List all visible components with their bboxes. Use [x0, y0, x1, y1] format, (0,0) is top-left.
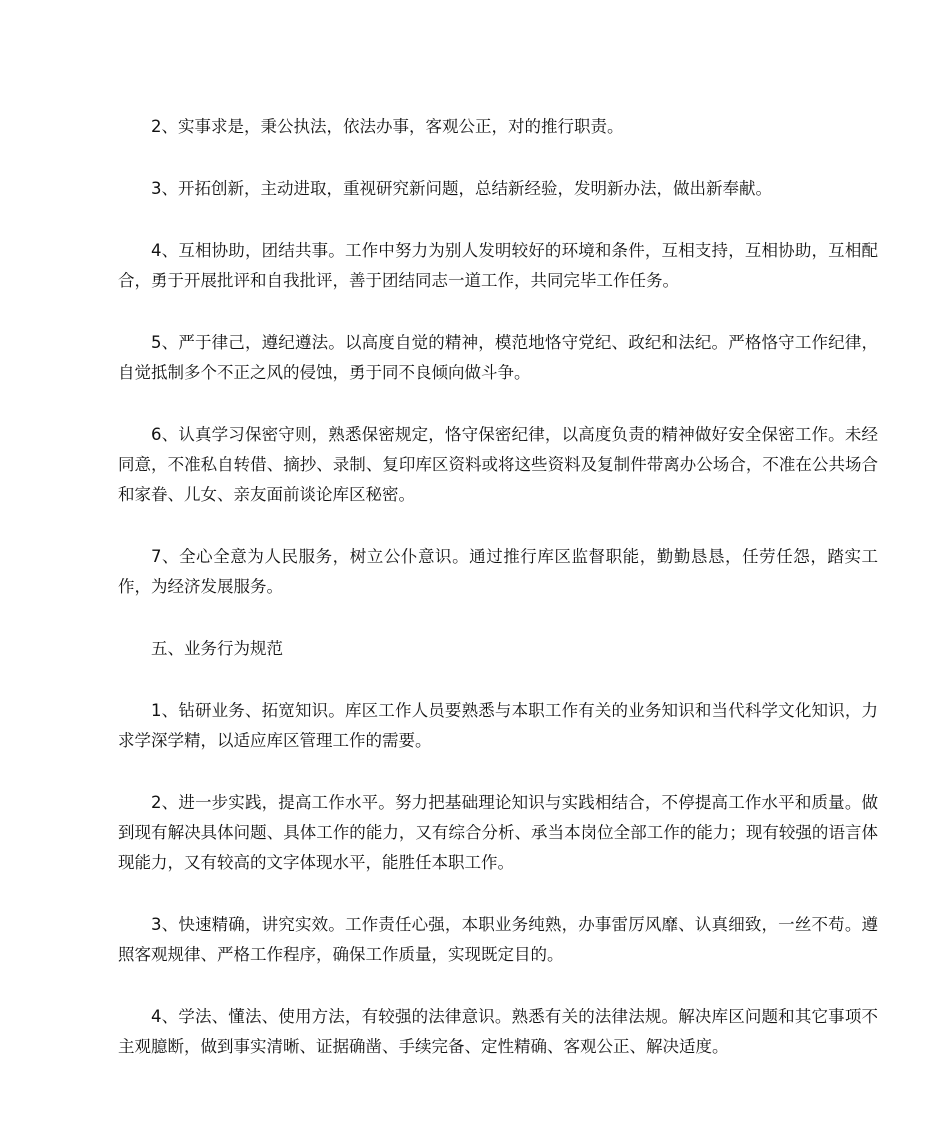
section-heading: 五、业务行为规范	[151, 639, 283, 658]
business-item-1: 1、钻研业务、拓宽知识。库区工作人员要熟悉与本职工作有关的业务知识和当代科学文化知识，力求学深学精，以适应库区管理工作的需要。	[118, 701, 878, 750]
paragraph-item-6: 6、认真学习保密守则，熟悉保密规定，恪守保密纪律，以高度负责的精神做好安全保密工作。未经同意，不准私自转借、摘抄、录制、复印库区资料或将这些资料及复制件带离办公场合，不准在公共场合和家眷、儿女、亲友面前谈论库区秘密。	[118, 425, 878, 504]
business-item-3: 3、快速精确，讲究实效。工作责任心强，本职业务纯熟，办事雷厉风靡、认真细致，一丝不苟。遵照客观规律、严格工作程序，确保工作质量，实现既定目的。	[118, 915, 878, 964]
paragraph-item-7: 7、全心全意为人民服务，树立公仆意识。通过推行库区监督职能，勤勤恳恳，任劳任怨，踏实工作，为经济发展服务。	[118, 547, 878, 596]
paragraph-item-3: 3、开拓创新，主动进取，重视研究新问题，总结新经验，发明新办法，做出新奉献。	[151, 179, 772, 198]
business-item-4: 4、学法、懂法、使用方法，有较强的法律意识。熟悉有关的法律法规。解决库区问题和其它事项不主观臆断，做到事实清晰、证据确凿、手续完备、定性精确、客观公正、解决适度。	[118, 1007, 878, 1056]
business-item-2: 2、进一步实践，提高工作水平。努力把基础理论知识与实践相结合，不停提高工作水平和质量。做到现有解决具体问题、具体工作的能力，又有综合分析、承当本岗位全部工作的能力；现有较强的语言体现能力，又有较高的文字体现水平，能胜任本职工作。	[118, 793, 878, 872]
paragraph-item-2: 2、实事求是，秉公执法，依法办事，客观公正，对的推行职责。	[151, 117, 624, 136]
document-body	[118, 112, 878, 1094]
paragraph-item-5: 5、严于律己，遵纪遵法。以高度自觉的精神，模范地恪守党纪、政纪和法纪。严格恪守工作纪律，自觉抵制多个不正之风的侵蚀，勇于同不良倾向做斗争。	[118, 333, 878, 382]
paragraph-item-4: 4、互相协助，团结共事。工作中努力为别人发明较好的环境和条件，互相支持，互相协助，互相配合，勇于开展批评和自我批评，善于团结同志一道工作，共同完毕工作任务。	[118, 241, 878, 290]
